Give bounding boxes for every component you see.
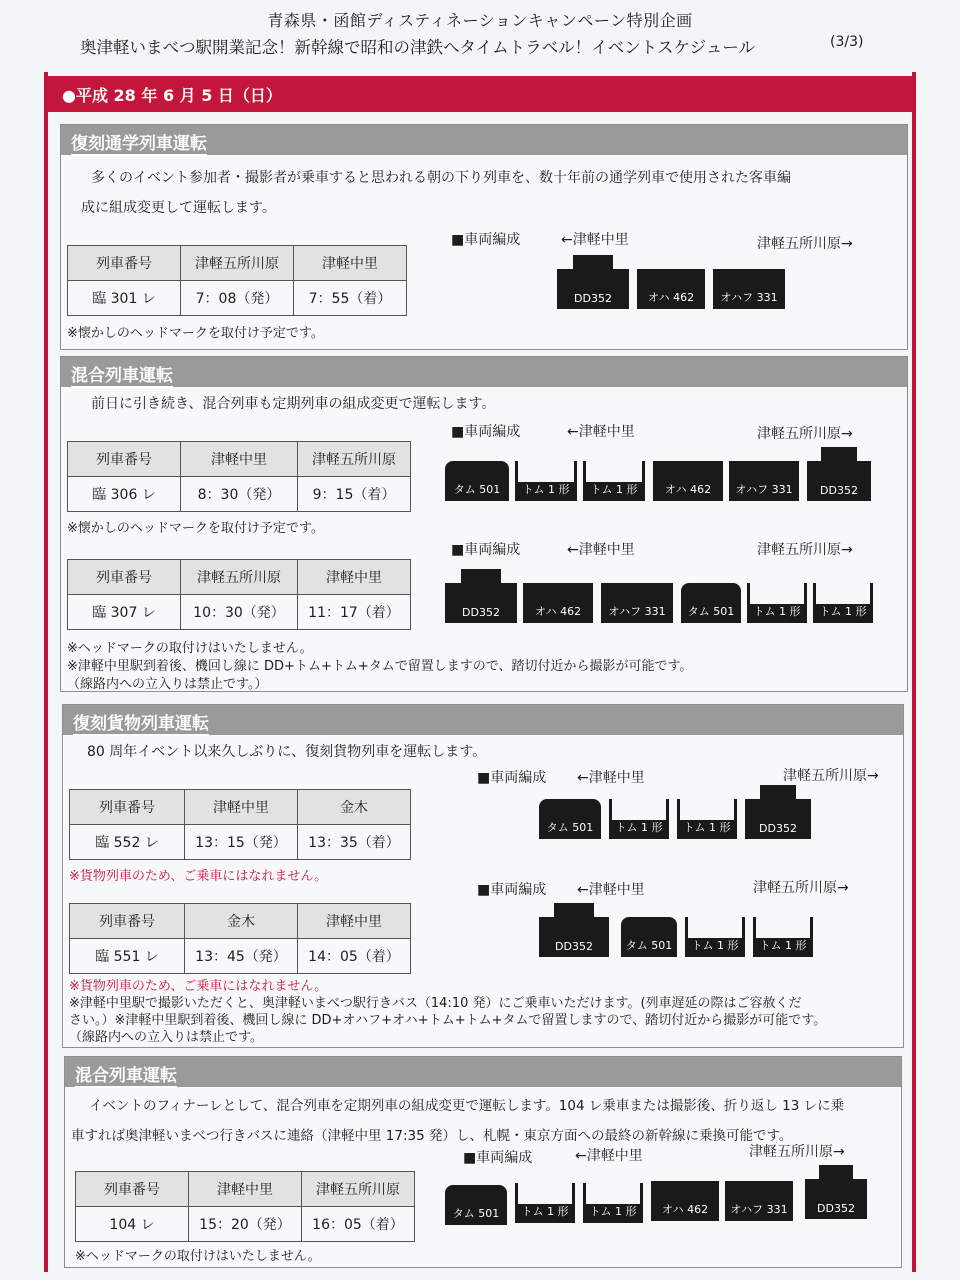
note: ※懐かしのヘッドマークを取付け予定です。: [67, 521, 324, 536]
section-title: 混合列車運転: [61, 357, 907, 387]
car-dd352: DD352: [445, 583, 517, 623]
section-description: イベントのフィナーレとして、混合列車を定期列車の組成変更で運転します。104 レ乗車または撮影後、折り返し 13 レに乗 車すれば奥津軽いまべつ行きバスに連絡（津軽中里 17:35 発）し、札幌・東京方面への最終の新幹線に乗換可能です。: [71, 1098, 845, 1144]
section-mixed-train-2: [64, 1056, 902, 1268]
car-passenger: オハフ 331: [601, 583, 673, 623]
note: ※津軽中里駅到着後、機回し線に DD+トム+トム+タムで留置しますので、踏切付近から撮影が可能です。: [67, 659, 693, 674]
note-warning: ※貨物列車のため、ご乗車にはなれません。: [69, 979, 328, 994]
timetable: 列車番号 津軽中里 津軽五所川原 104 レ 15：20（発） 16：05（着）: [75, 1171, 415, 1242]
car-tomu: トム 1 形: [515, 461, 577, 501]
section-freight-train: [62, 704, 904, 1048]
direction-left: ←津軽中里: [567, 542, 635, 558]
direction-left: ←津軽中里: [575, 1148, 643, 1164]
car-passenger: オハフ 331: [725, 1181, 793, 1221]
section-description: 多くのイベント参加者・撮影者が乗車すると思われる朝の下り列車を、数十年前の通学列車で使用された客車編 成に組成変更して運転します。: [81, 170, 791, 216]
car-tam: タム 501: [445, 1185, 507, 1225]
car-tomu: トム 1 形: [753, 917, 813, 957]
formation-label: ■車両編成: [451, 542, 521, 558]
timetable: 列車番号 津軽中里 津軽五所川原 臨 306 レ 8：30（発） 9：15（着）: [67, 441, 411, 512]
car-passenger: オハ 462: [653, 461, 723, 501]
section-title: 復刻通学列車運転: [61, 125, 907, 155]
car-tomu: トム 1 形: [583, 1183, 643, 1223]
car-tam: タム 501: [445, 461, 509, 501]
section-description: 前日に引き続き、混合列車も定期列車の組成変更で運転します。: [91, 396, 496, 412]
direction-right: 津軽五所川原→: [783, 768, 879, 784]
direction-left: ←津軽中里: [577, 882, 645, 898]
direction-right: 津軽五所川原→: [757, 236, 853, 252]
car-tomu: トム 1 形: [747, 583, 807, 623]
section-title: 混合列車運転: [65, 1057, 901, 1087]
car-dd352: DD352: [539, 917, 609, 957]
car-tomu: トム 1 形: [515, 1183, 575, 1223]
note-warning: ※貨物列車のため、ご乗車にはなれません。: [69, 869, 328, 884]
note: （線路内への立入りは禁止です。）: [67, 677, 268, 692]
date-bar: ●平成 28 年 6 月 5 日（日）: [44, 76, 916, 112]
direction-right: 津軽五所川原→: [749, 1144, 845, 1160]
direction-left: ←津軽中里: [567, 424, 635, 440]
car-dd352: DD352: [805, 1179, 867, 1219]
note: ※ヘッドマークの取付けはいたしません。: [75, 1249, 321, 1264]
header-title-text: 奥津軽いまべつ駅開業記念！新幹線で昭和の津鉄へタイムトラベル！イベントスケジュール: [80, 38, 756, 57]
formation-label: ■車両編成: [463, 1150, 533, 1166]
header-campaign: 青森県・函館ディスティネーションキャンペーン特別企画: [267, 11, 693, 30]
note: さい。）※津軽中里駅到着後、機回し線に DD+オハフ+オハ+トム+トム+タムで留置しますので、踏切付近から撮影が可能です。: [69, 1013, 827, 1028]
page-number: (3/3): [830, 34, 864, 50]
note: （線路内への立入りは禁止です。: [69, 1030, 263, 1045]
section-description: 80 周年イベント以来久しぶりに、復刻貨物列車を運転します。: [87, 744, 487, 760]
car-passenger: オハ 462: [523, 583, 593, 623]
formation-label: ■車両編成: [451, 424, 521, 440]
car-tam: タム 501: [681, 583, 741, 623]
direction-left: ←津軽中里: [561, 232, 629, 248]
car-passenger: オハフ 331: [713, 269, 785, 309]
header-title: [80, 34, 864, 58]
timetable: 列車番号 金木 津軽中里 臨 551 レ 13：45（発） 14：05（着）: [69, 903, 411, 974]
car-dd352: DD352: [807, 461, 871, 501]
car-dd352: DD352: [745, 799, 811, 839]
car-tomu: トム 1 形: [685, 917, 745, 957]
note: ※津軽中里駅で撮影いただくと、奥津軽いまべつ駅行きバス（14:10 発）にご乗車いただけます。(列車遅延の際はご容赦くだ: [69, 996, 802, 1011]
note: ※懐かしのヘッドマークを取付け予定です。: [67, 326, 324, 341]
car-tam: タム 501: [539, 799, 601, 839]
formation-label: ■車両編成: [451, 232, 521, 248]
car-passenger: オハフ 331: [729, 461, 799, 501]
car-dd352: DD352: [557, 269, 629, 309]
car-tomu: トム 1 形: [813, 583, 873, 623]
note: ※ヘッドマークの取付けはいたしません。: [67, 641, 313, 656]
car-tam: タム 501: [621, 917, 677, 957]
formation-label: ■車両編成: [477, 882, 547, 898]
section-school-train: [60, 124, 908, 350]
car-passenger: オハ 462: [651, 1181, 719, 1221]
section-mixed-train-1: [60, 356, 908, 692]
car-tomu: トム 1 形: [677, 799, 737, 839]
car-passenger: オハ 462: [637, 269, 705, 309]
car-tomu: トム 1 形: [583, 461, 645, 501]
direction-left: ←津軽中里: [577, 770, 645, 786]
formation-label: ■車両編成: [477, 770, 547, 786]
direction-right: 津軽五所川原→: [757, 426, 853, 442]
direction-right: 津軽五所川原→: [753, 880, 849, 896]
direction-right: 津軽五所川原→: [757, 542, 853, 558]
timetable: 列車番号 津軽五所川原 津軽中里 臨 301 レ 7：08（発） 7：55（着）: [67, 245, 407, 316]
car-tomu: トム 1 形: [609, 799, 669, 839]
timetable: 列車番号 津軽五所川原 津軽中里 臨 307 レ 10：30（発） 11：17（着）: [67, 559, 411, 630]
timetable: 列車番号 津軽中里 金木 臨 552 レ 13：15（発） 13：35（着）: [69, 789, 411, 860]
section-title: 復刻貨物列車運転: [63, 705, 903, 735]
